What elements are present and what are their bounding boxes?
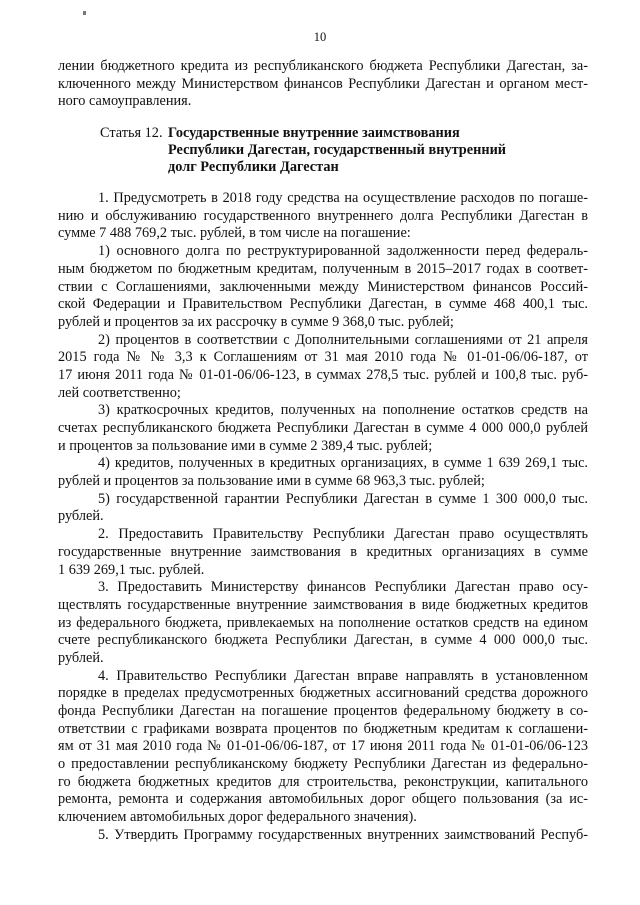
text-line: фонда Республики Дагестан на погашение процентов федеральному бюджету в со- — [58, 703, 588, 719]
document-body — [58, 58, 588, 845]
article-heading — [58, 125, 588, 178]
text-line: 17 июня 2011 года № 01-01-06/06-123, в суммах 278,5 тыс. рублей и 100,8 тыс. руб- — [58, 366, 588, 383]
text-line: рублей. — [58, 649, 104, 666]
text-line: ствии с Соглашениями, заключенными между Министерством финансов Россий- — [58, 278, 588, 295]
article-title-line: Республики Дагестан, государственный внутренний — [168, 142, 507, 159]
paragraph — [58, 526, 588, 579]
text-line: го бюджета бюджетных кредитов для строительства, реконструкции, капитального — [58, 773, 588, 790]
article-number: Статья 12. — [100, 125, 163, 142]
text-line: 4. Правительство Республики Дагестан вправе направлять в установленном — [98, 667, 588, 684]
text-line: 3. Предоставить Министерству финансов Республики Дагестан право осу- — [98, 579, 588, 596]
paragraph — [58, 579, 588, 667]
paragraph — [58, 455, 588, 490]
article-title-line: долг Республики Дагестан — [168, 159, 339, 176]
text-line: рублей и процентов за пользование ими в сумме 68 963,3 тыс. рублей; — [58, 473, 485, 490]
text-line: лей соответственно; — [58, 384, 181, 401]
text-line: государственные внутренние заимствования в кредитных организациях в сумме — [58, 543, 588, 560]
paragraph — [58, 243, 588, 331]
paragraph — [58, 668, 588, 827]
text-line: 4) кредитов, полученных в кредитных организациях, в сумме 1 639 269,1 тыс. — [98, 455, 588, 472]
text-line: ключением автомобильных дорог федерального значения). — [58, 809, 417, 826]
text-line: 2) процентов в соответствии с Дополнительными соглашениями от 21 апреля — [98, 331, 588, 348]
text-line: ской Федерации и Правительством Республики Дагестан, в сумме 468 400,1 тыс. — [58, 296, 588, 313]
paragraph — [58, 491, 588, 526]
text-line: счетах республиканского бюджета Республики Дагестан в сумме 4 000 000,0 рублей — [58, 420, 588, 436]
text-line: и процентов за пользование ими в сумме 2 389,4 тыс. рублей; — [58, 437, 433, 454]
text-line: ного самоуправления. — [58, 93, 192, 110]
text-line: о предоставлении республиканскому бюджету Республики Дагестан из федерально- — [58, 756, 588, 773]
text-line: ществлять государственные внутренние заимствования в виде бюджетных кредитов — [58, 596, 588, 613]
text-line: сумме 7 488 769,2 тыс. рублей, в том числе на погашение: — [58, 225, 411, 242]
text-line: рублей и процентов за их рассрочку в сумме 9 368,0 тыс. рублей; — [58, 313, 454, 330]
text-line: рублей. — [58, 508, 104, 525]
text-line: 1. Предусмотреть в 2018 году средства на осуществление расходов по погаше- — [98, 190, 588, 207]
text-line: порядке в пределах предусмотренных бюджетных ассигнований средства дорожного — [58, 685, 588, 702]
text-line: лении бюджетного кредита из республиканского бюджета Республики Дагестан, за- — [58, 58, 588, 74]
paragraph — [58, 332, 588, 403]
paragraph — [58, 402, 588, 455]
text-line: ответствии с графиками возврата процентов по бюджетным кредитам к соглашени- — [58, 720, 588, 737]
scan-artifact — [83, 11, 86, 15]
article-paragraphs — [58, 190, 588, 844]
page-number: 10 — [313, 30, 327, 44]
text-line: ным бюджетом по бюджетным кредитам, полученным в 2015–2017 годах в соответ- — [58, 260, 588, 277]
paragraph — [58, 827, 588, 845]
text-line: ключенного между Министерством финансов Республики Дагестан и органом мест- — [58, 75, 588, 92]
article-title — [168, 125, 506, 177]
paragraph — [58, 190, 588, 243]
text-line: 2015 года № № 3,3 к Соглашениям от 31 мая 2010 года № 01-01-06/06-187, от — [58, 349, 588, 366]
text-line: нию и обслуживанию государственного внутреннего долга Республики Дагестан в — [58, 207, 588, 224]
text-line: 3) краткосрочных кредитов, полученных на пополнение остатков средств на — [98, 402, 588, 419]
intro-paragraph — [58, 58, 588, 111]
text-line: из федерального бюджета, привлекаемых на пополнение остатков средств на едином — [58, 614, 588, 631]
text-line: 2. Предоставить Правительству Республики Дагестан право осуществлять — [98, 526, 588, 543]
text-line: 5. Утвердить Программу государственных внутренних заимствований Респуб- — [98, 826, 588, 843]
text-line: 1) основного долга по реструктурированной задолженности перед федераль- — [98, 243, 588, 260]
article-title-line: Государственные внутренние заимствования — [168, 125, 460, 142]
text-line: 5) государственной гарантии Республики Дагестан в сумме 1 300 000,0 тыс. — [98, 490, 588, 507]
text-line: счете республиканского бюджета Республики Дагестан, в сумме 4 000 000,0 тыс. — [58, 632, 588, 649]
text-line: 1 639 269,1 тыс. рублей. — [58, 561, 205, 578]
text-line: ремонта, ремонта и содержания автомобильных дорог общего пользования (за ис- — [58, 791, 588, 808]
text-line: ям от 31 мая 2010 года № 01-01-06/06-187, от 17 июня 2011 года № 01-01-06/06-123 — [58, 738, 588, 755]
